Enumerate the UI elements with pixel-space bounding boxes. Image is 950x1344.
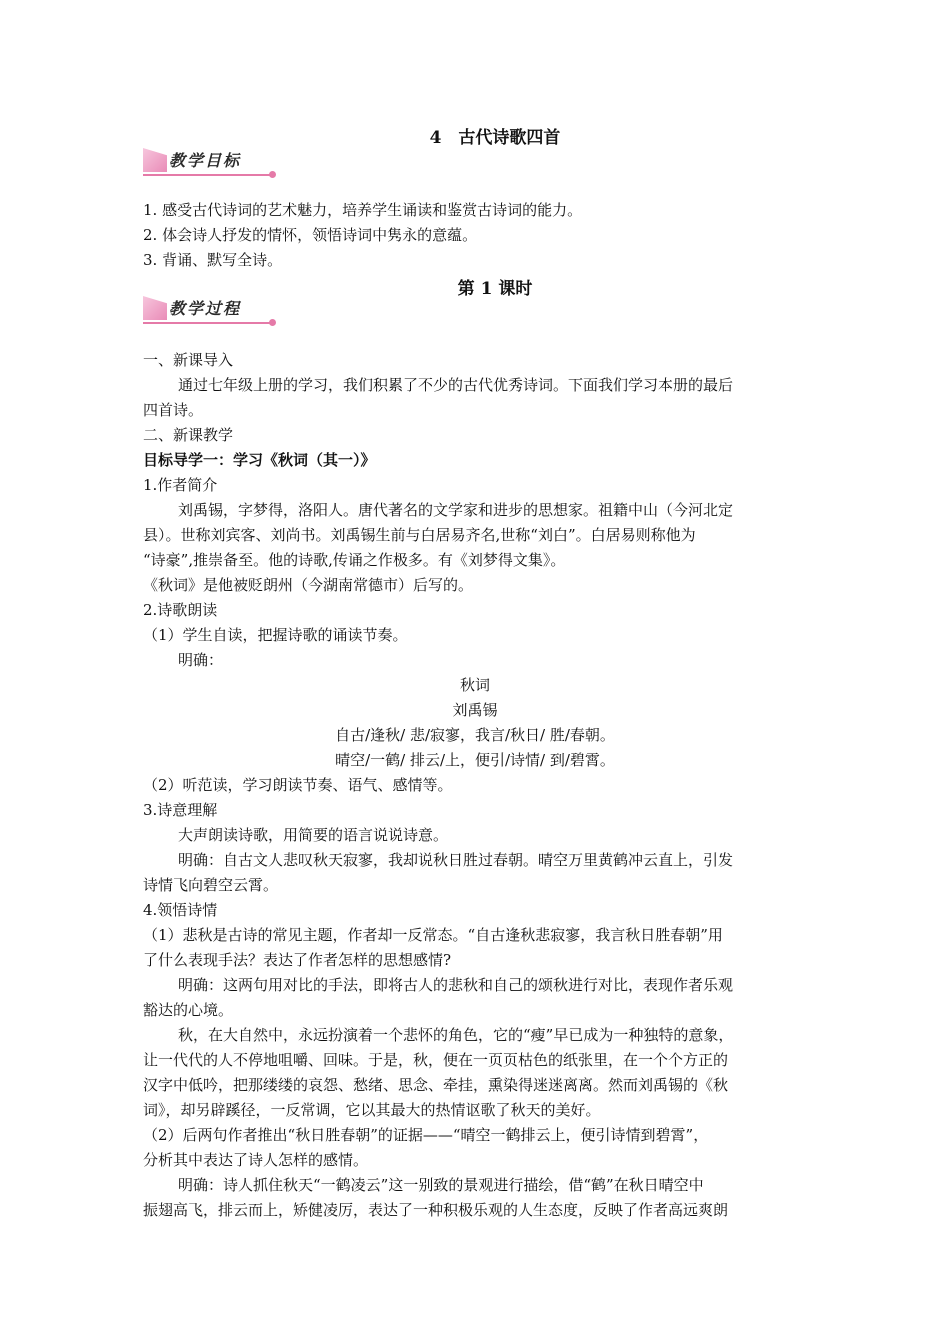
body-line: （2）听范读，学习朗读节奏、语气、感情等。 <box>143 776 453 794</box>
body-line: 《秋词》是他被贬朗州（今湖南常德市）后写的。 <box>143 576 474 594</box>
goal-item: 2. 体会诗人抒发的情怀，领悟诗词中隽永的意蕴。 <box>143 226 478 244</box>
body-line: （1）学生自读，把握诗歌的诵读节奏。 <box>143 626 408 644</box>
section-heading-process <box>143 296 278 326</box>
body-line: 明确：诗人抓住秋天“一鹤凌云”这一别致的景观进行描绘，借“鹤”在秋日晴空中 <box>178 1176 704 1194</box>
heading-underline <box>143 174 271 176</box>
body-line: 明确：这两句用对比的手法，即将古人的悲秋和自己的颂秋进行对比，表现作者乐观 <box>178 976 734 994</box>
lesson-title: 第 1 课时 <box>457 279 533 299</box>
body-line: 3.诗意理解 <box>143 801 218 819</box>
goal-item: 1. 感受古代诗词的艺术魅力，培养学生诵读和鉴赏古诗词的能力。 <box>143 201 583 219</box>
heading-dot-decoration <box>269 171 276 178</box>
poem-line: 晴空/一鹤/ 排云/上，便引/诗情/ 到/碧霄。 <box>335 751 615 769</box>
section-heading-label: 教学过程 <box>169 299 242 318</box>
heading-tag-decoration <box>143 296 167 320</box>
heading-underline <box>143 322 271 324</box>
body-line: 秋，在大自然中，永远扮演着一个悲怀的角色，它的“瘦”早已成为一种独特的意象， <box>178 1026 734 1044</box>
body-line: 明确： <box>178 651 224 669</box>
body-line: 一、新课导入 <box>143 351 234 369</box>
body-line: 汉字中低吟，把那缕缕的哀怨、愁绪、思念、牵挂，熏染得迷迷离离。然而刘禹锡的《秋 <box>143 1076 729 1094</box>
poem-line: 自古/逢秋/ 悲/寂寥，我言/秋日/ 胜/春朝。 <box>335 726 615 744</box>
goal-item: 3. 背诵、默写全诗。 <box>143 251 283 269</box>
body-line: 2.诗歌朗读 <box>143 601 218 619</box>
heading-tag-decoration <box>143 148 167 172</box>
body-line: 1.作者简介 <box>143 476 218 494</box>
body-line: 刘禹锡，字梦得，洛阳人。唐代著名的文学家和进步的思想家。祖籍中山（今河北定 <box>178 501 734 519</box>
body-line: 让一代代的人不停地咀嚼、回味。于是，秋，便在一页页枯色的纸张里，在一个个方正的 <box>143 1051 729 1069</box>
body-line: 县）。世称刘宾客、刘尚书。刘禹锡生前与白居易齐名,世称“刘白”。白居易则称他为 <box>143 526 696 544</box>
body-line: 词》，却另辟蹊径，一反常调，它以其最大的热情讴歌了秋天的美好。 <box>143 1101 601 1119</box>
body-line: 目标导学一：学习《秋词（其一）》 <box>143 451 376 469</box>
document-title: 4 古代诗歌四首 <box>429 128 561 148</box>
body-line: 诗情飞向碧空云霄。 <box>143 876 279 894</box>
body-line: 豁达的心境。 <box>143 1001 234 1019</box>
section-heading-label: 教学目标 <box>169 151 242 170</box>
heading-dot-decoration <box>269 319 276 326</box>
body-line: （1）悲秋是古诗的常见主题，作者却一反常态。“自古逢秋悲寂寥，我言秋日胜春朝”用 <box>143 926 723 944</box>
body-line: 了什么表现手法？表达了作者怎样的思想感情? <box>143 951 452 969</box>
body-line: 明确：自古文人悲叹秋天寂寥，我却说秋日胜过春朝。晴空万里黄鹤冲云直上，引发 <box>178 851 734 869</box>
body-line: “诗豪”,推崇备至。他的诗歌,传诵之作极多。有《刘梦得文集》。 <box>143 551 566 569</box>
poem-author: 刘禹锡 <box>452 701 498 719</box>
section-heading-goals <box>143 148 278 178</box>
body-line: 分析其中表达了诗人怎样的感情。 <box>143 1151 369 1169</box>
body-line: 大声朗读诗歌，用简要的语言说说诗意。 <box>178 826 449 844</box>
body-line: 振翅高飞，排云而上，矫健凌厉，表达了一种积极乐观的人生态度，反映了作者高远爽朗 <box>143 1201 729 1219</box>
poem-title: 秋词 <box>459 676 490 694</box>
body-line: 二、新课教学 <box>143 426 234 444</box>
body-line: 四首诗。 <box>143 401 204 419</box>
body-line: 4.领悟诗情 <box>143 901 218 919</box>
body-line: 通过七年级上册的学习，我们积累了不少的古代优秀诗词。下面我们学习本册的最后 <box>178 376 734 394</box>
body-line: （2）后两句作者推出“秋日胜春朝”的证据——“晴空一鹤排云上，便引诗情到碧霄”， <box>143 1126 709 1144</box>
